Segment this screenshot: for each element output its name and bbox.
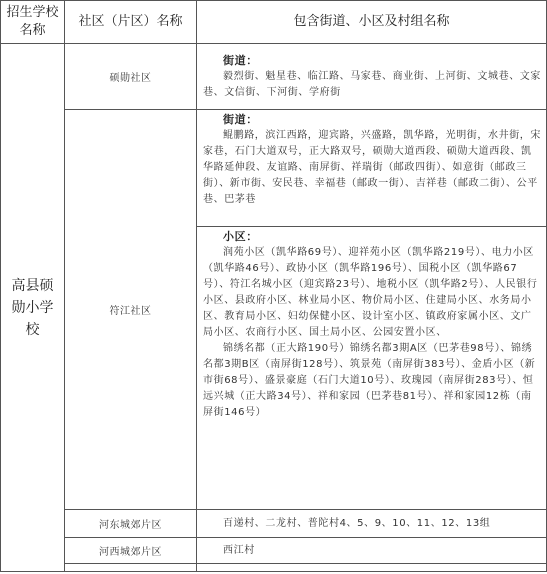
table-row bbox=[1, 510, 547, 538]
village-cell: 西江村 bbox=[197, 538, 547, 564]
empty-cell bbox=[197, 564, 547, 572]
school-name-cell bbox=[1, 44, 65, 572]
school-name: 高县硕勋小学校 bbox=[11, 277, 54, 338]
street-label: 街道： bbox=[223, 53, 258, 67]
street-list: 鲲鹏路，滨江西路，迎宾路，兴盛路，凯华路，光明街，水井街，宋家巷，石门大道双号，正大路双号，硕勋大道西段、硕勋大道西段、凯华路延伸段、友谊路、南屏街、祥瑞街（邮政四街）、如意街（邮政三街）、新市街、安民巷、幸福巷（邮政一街）、吉祥巷（邮政二街）、公平巷、巴茅巷 bbox=[203, 130, 541, 205]
community-cell: 河西城郊片区 bbox=[65, 538, 197, 564]
community-cell: 符江社区 bbox=[65, 110, 197, 510]
residential-list-2: 锦绣名都（正大路190号）锦绣名都3期A区（巴茅巷98号）、锦绣名都3期B区（南屏街128号）、筑景苑（南屏街383号）、金盾小区（新市街68号）、盛景豪庭（石门大道10号）、玫瑰园（南屏街283号）、恒远兴城（正大路34号）、祥和家园（巴茅巷81号）、祥和家园12栋（南屏街146号） bbox=[203, 343, 536, 418]
community-cell: 河东城郊片区 bbox=[65, 510, 197, 538]
village-cell: 百递村、二龙村、普陀村4、5、9、10、11、12、13组 bbox=[197, 510, 547, 538]
empty-cell bbox=[65, 564, 197, 572]
header-school: 招生学校名称 bbox=[1, 1, 65, 44]
streets-cell bbox=[197, 44, 547, 110]
street-list: 毅烈街、魁星巷、临江路、马家巷、商业街、上河街、文城巷、文家巷、文信街、下河街、学府街 bbox=[203, 70, 541, 98]
header-row bbox=[1, 1, 547, 44]
residential-label: 小区： bbox=[223, 230, 258, 243]
street-section bbox=[197, 110, 546, 226]
streets-cell bbox=[197, 110, 547, 510]
header-community: 社区（片区）名称 bbox=[65, 1, 197, 44]
community-cell: 硕勋社区 bbox=[65, 44, 197, 110]
table-row bbox=[1, 110, 547, 510]
header-streets: 包含街道、小区及村组名称 bbox=[197, 1, 547, 44]
table-row bbox=[1, 44, 547, 110]
residential-list: 润苑小区（凯华路69号）、迎祥苑小区（凯华路219号）、电力小区（凯华路46号）、政协小区（凯华路196号）、国税小区（凯华路67号）、符江名城小区（迎宾路23号）、地税小区（凯华路2号）、人民银行小区、县政府小区、林业局小区、物价局小区、住建局小区、水务局小区、教育局小区、妇幼保健小区、设计室小区、镇政府家属小区、文广局小区、农商行小区、国土局小区、公园安置小区、 bbox=[203, 247, 538, 338]
residential-section bbox=[197, 226, 546, 423]
street-label: 街道： bbox=[223, 113, 258, 126]
table-row bbox=[1, 538, 547, 564]
table-row-empty bbox=[1, 564, 547, 572]
